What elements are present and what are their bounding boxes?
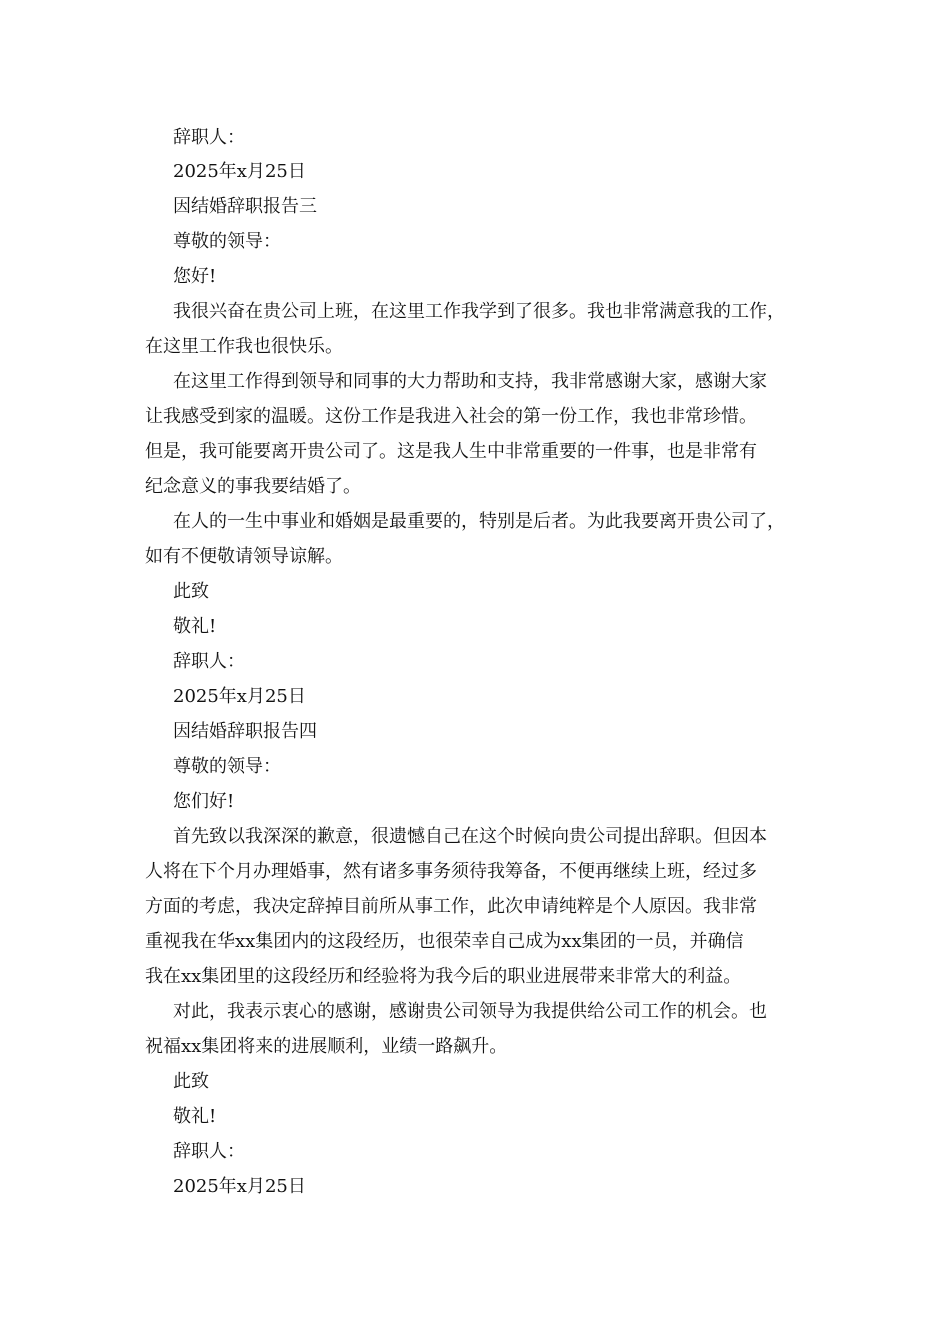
paragraph-line: 对此，我表示衷心的感谢，感谢贵公司领导为我提供给公司工作的机会。也: [173, 1001, 767, 1022]
signature-label: 辞职人：: [173, 651, 245, 672]
signature-label: 辞职人：: [173, 127, 245, 148]
paragraph-line: 在人的一生中事业和婚姻是最重要的，特别是后者。为此我要离开贵公司了，: [173, 511, 785, 532]
closing-line: 此致: [173, 1071, 209, 1092]
paragraph-line: 在这里工作得到领导和同事的大力帮助和支持，我非常感谢大家，感谢大家: [173, 371, 767, 392]
paragraph-line: 方面的考虑，我决定辞掉目前所从事工作，此次申请纯粹是个人原因。我非常: [145, 896, 757, 917]
paragraph-line: 祝福xx集团将来的进展顺利，业绩一路飙升。: [145, 1036, 508, 1057]
signature-label: 辞职人：: [173, 1141, 245, 1162]
paragraph-line: 在这里工作我也很快乐。: [145, 336, 343, 357]
closing-line: 此致: [173, 581, 209, 602]
date-line: 2025年x月25日: [173, 686, 306, 707]
paragraph-line: 人将在下个月办理婚事，然有诸多事务须待我筹备，不便再继续上班，经过多: [145, 861, 757, 882]
paragraph-line: 如有不便敬请领导谅解。: [145, 546, 343, 567]
date-line: 2025年x月25日: [173, 161, 306, 182]
paragraph-line: 让我感受到家的温暖。这份工作是我进入社会的第一份工作，我也非常珍惜。: [145, 406, 757, 427]
paragraph-line: 我很兴奋在贵公司上班，在这里工作我学到了很多。我也非常满意我的工作，: [173, 301, 785, 322]
section-title: 因结婚辞职报告四: [173, 721, 317, 742]
section-title: 因结婚辞职报告三: [173, 196, 317, 217]
date-line: 2025年x月25日: [173, 1176, 306, 1197]
paragraph-line: 纪念意义的事我要结婚了。: [145, 476, 361, 497]
closing-line: 敬礼!: [173, 1106, 217, 1127]
paragraph-line: 但是，我可能要离开贵公司了。这是我人生中非常重要的一件事，也是非常有: [145, 441, 757, 462]
greeting: 您好!: [173, 266, 217, 287]
closing-line: 敬礼!: [173, 616, 217, 637]
paragraph-line: 我在xx集团里的这段经历和经验将为我今后的职业进展带来非常大的利益。: [145, 966, 742, 987]
paragraph-line: 重视我在华xx集团内的这段经历，也很荣幸自己成为xx集团的一员，并确信: [145, 931, 744, 952]
greeting: 您们好!: [173, 791, 235, 812]
salutation: 尊敬的领导：: [173, 756, 281, 777]
paragraph-line: 首先致以我深深的歉意，很遗憾自己在这个时候向贵公司提出辞职。但因本: [173, 826, 767, 847]
salutation: 尊敬的领导：: [173, 231, 281, 252]
